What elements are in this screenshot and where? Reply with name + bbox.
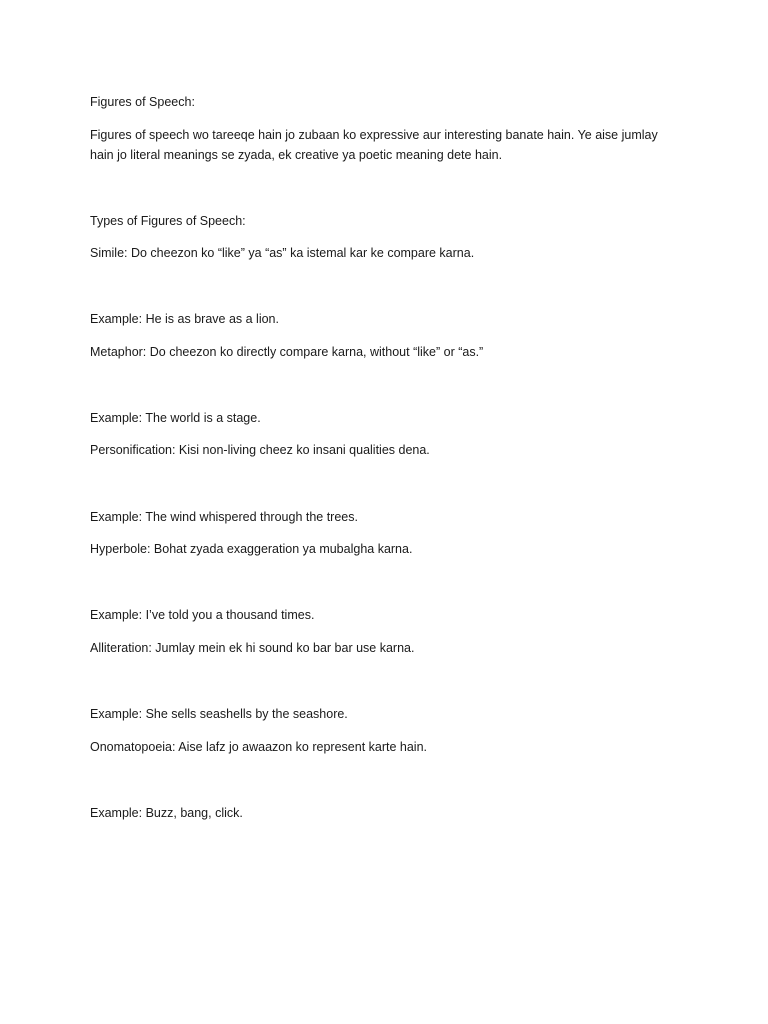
personification-definition: Personification: Kisi non-living cheez ko insani qualities dena.: [90, 443, 430, 457]
alliteration-example: Example: She sells seashells by the seashore.: [90, 707, 348, 721]
hyperbole-example: Example: I’ve told you a thousand times.: [90, 608, 315, 622]
simile-example: Example: He is as brave as a lion.: [90, 312, 279, 326]
metaphor-example: Example: The world is a stage.: [90, 411, 261, 425]
simile-definition: Simile: Do cheezon ko “like” ya “as” ka istemal kar ke compare karna.: [90, 246, 475, 260]
types-heading: Types of Figures of Speech:: [90, 214, 246, 228]
hyperbole-definition: Hyperbole: Bohat zyada exaggeration ya mubalgha karna.: [90, 542, 413, 556]
intro-paragraph: Figures of speech wo tareeqe hain jo zubaan ko expressive aur interesting banate hain. Ye aise jumlay hain jo literal meanings se zyada, ek creative ya poetic meaning dete hain.: [90, 128, 658, 162]
personification-example: Example: The wind whispered through the trees.: [90, 510, 358, 524]
onomatopoeia-definition: Onomatopoeia: Aise lafz jo awaazon ko represent karte hain.: [90, 740, 428, 754]
document-heading: Figures of Speech:: [90, 95, 195, 109]
metaphor-definition: Metaphor: Do cheezon ko directly compare karna, without “like” or “as.”: [90, 345, 484, 359]
alliteration-definition: Alliteration: Jumlay mein ek hi sound ko bar bar use karna.: [90, 641, 415, 655]
onomatopoeia-example: Example: Buzz, bang, click.: [90, 806, 243, 820]
